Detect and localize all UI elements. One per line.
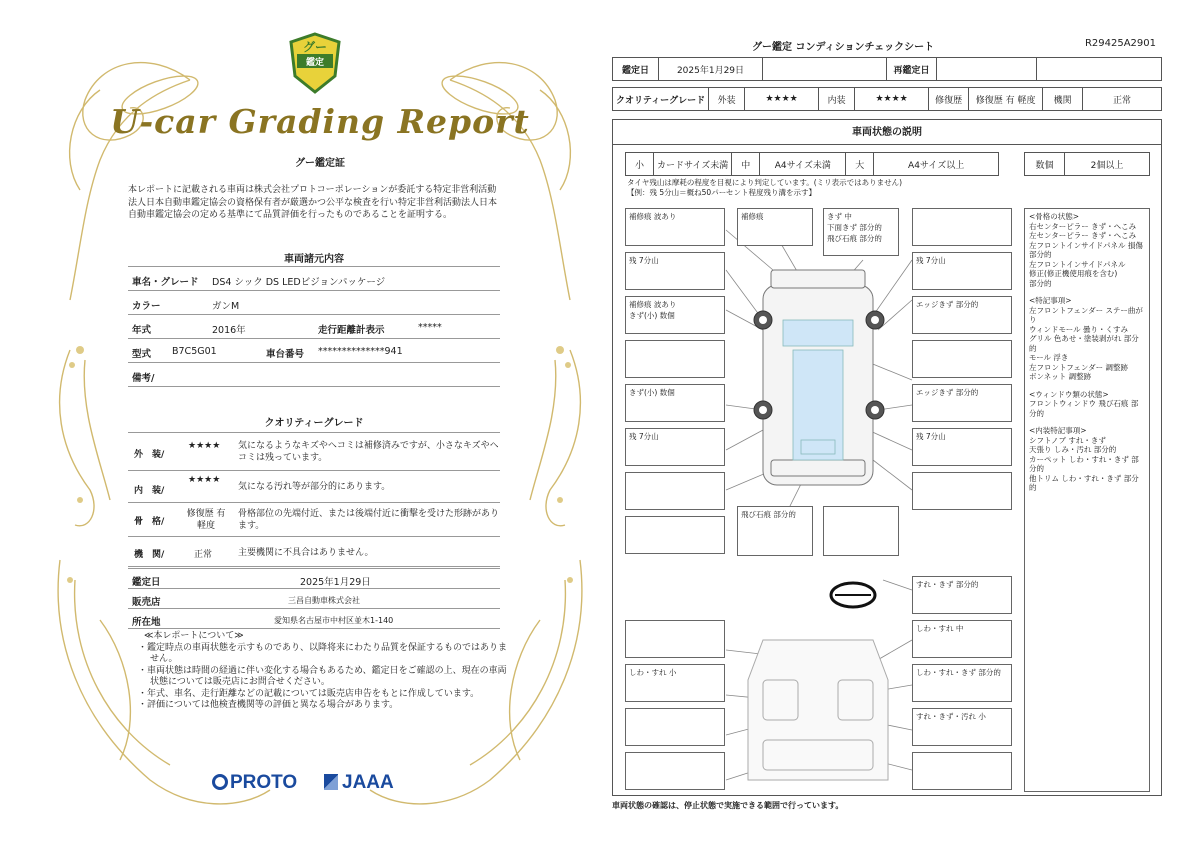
tire-note-line: タイヤ残山は摩耗の程度を目視により判定しています。(ミリ表示ではありません) (627, 178, 903, 187)
size-mid-desc: A4サイズ未満 (760, 153, 846, 176)
detail-line: 他トリム しわ・すれ・きず 部分的 (1029, 473, 1139, 492)
report-script-title: U-car Grading Report (110, 102, 530, 141)
detail-gap (1029, 288, 1145, 296)
note-box: エッジきず 部分的 (912, 384, 1012, 422)
spec-row-color (128, 291, 500, 315)
grade-row-engine (128, 537, 500, 567)
size-large: 大 (846, 153, 874, 176)
detail-gap (1029, 418, 1145, 426)
detail-line: 部分的 (1029, 278, 1052, 288)
reinspect-value (937, 58, 1037, 81)
inspection-date-row (128, 569, 500, 589)
sheet-title: グー鑑定 コンディションチェックシート (752, 42, 935, 53)
date-label: 鑑定日 (132, 577, 161, 588)
note-box: 補修痕 波あり きず(小) 数個 (625, 296, 725, 334)
note-item: ・年式、車名、走行距離などの記載については販売店申告をもとに作成しています。 (138, 688, 480, 699)
note-item: ・評価については他検査機関等の評価と異なる場合があります。 (138, 700, 399, 710)
detail-line: 右センターピラー きず・へこみ (1029, 221, 1137, 231)
reinspect-label: 再鑑定日 (887, 58, 937, 81)
proto-logo (212, 772, 297, 794)
grade-desc: 気になる汚れ等が部分的にあります。 (238, 482, 391, 492)
interior-value: ★★★★ (855, 88, 929, 111)
note-box: きず(小) 数個 (625, 384, 725, 422)
note-box (912, 208, 1012, 246)
goo-kantei-badge-icon (287, 32, 343, 96)
detail-line: 左フロントインサイドパネル (1029, 259, 1126, 269)
size-mid: 中 (732, 153, 760, 176)
inspect-date-label: 鑑定日 (613, 58, 659, 81)
date-table (612, 57, 1162, 81)
spec-row-type (128, 339, 500, 363)
exterior-label: 外装 (709, 88, 745, 111)
proto-mark-icon (212, 774, 228, 790)
color-value: ガンM (212, 301, 240, 312)
logo-area (212, 770, 412, 800)
note-box: すれ・きず・汚れ 小 (912, 708, 1012, 746)
note-box: 飛び石痕 部分的 (737, 506, 813, 556)
detail-line: グリル 色あせ・塗装剥がれ 部分的 (1029, 334, 1139, 353)
condition-check-sheet (612, 30, 1164, 820)
inspect-date-value: 2025年1月29日 (659, 58, 763, 81)
type-value: B7C5G01 (172, 346, 217, 357)
note-box (625, 472, 725, 510)
spec-row-year (128, 315, 500, 339)
proto-logo-text: PROTO (230, 772, 298, 793)
grade-label: 内 装/ (134, 486, 165, 496)
condition-frame (612, 119, 1162, 796)
interior-label: 内装 (819, 88, 855, 111)
count-legend (1024, 152, 1150, 176)
count-desc: 2個以上 (1065, 153, 1150, 176)
svg-text:鑑定: 鑑定 (305, 58, 325, 68)
condition-details-panel (1024, 208, 1150, 792)
note-box: しわ・すれ・きず 部分的 (912, 664, 1012, 702)
address-row (128, 609, 500, 629)
grade-label: 外 装/ (134, 450, 165, 460)
grade-section-title: クオリティーグレード (264, 418, 364, 429)
certificate-title: グー鑑定証 (295, 158, 345, 169)
grade-label: 機 関/ (134, 550, 165, 560)
note-box: 残 7分山 (625, 428, 725, 466)
notes-title: ≪本レポートについて≫ (144, 631, 244, 641)
address-label: 所在地 (132, 617, 161, 628)
chassis-label: 車台番号 (266, 349, 305, 360)
grade-row-frame (128, 503, 500, 537)
note-box: しわ・すれ 中 (912, 620, 1012, 658)
count-label: 数個 (1025, 153, 1065, 176)
grade-rating: 修復歴 有 軽度 (186, 509, 226, 531)
grading-report-page (40, 20, 600, 830)
grade-rating: 正常 (194, 550, 213, 560)
year-value: 2016年 (212, 325, 246, 336)
exterior-value: ★★★★ (745, 88, 819, 111)
repair-value: 修復歴 有 軽度 (969, 88, 1043, 111)
detail-line: 修正(修正機使用痕を含む) (1029, 269, 1118, 278)
tire-note-line: 【例：残 5分山＝概ね50パーセント程度残り溝を示す】 (627, 188, 817, 197)
dealer-value: 三昌自動車株式会社 (288, 596, 360, 605)
size-small: 小 (626, 153, 654, 176)
detail-line: <特記事項> (1029, 296, 1072, 305)
spec-section-title: 車両諸元内容 (284, 254, 344, 265)
note-box: きず 中 下面きず 部分的 飛び石痕 部分的 (823, 208, 899, 256)
year-label: 年式 (132, 325, 152, 336)
detail-line: 左フロントフェンダー ステー曲がり (1029, 305, 1143, 324)
note-box: 補修痕 (737, 208, 813, 246)
engine-value: 正常 (1083, 88, 1162, 111)
detail-line: カーペット しわ・すれ・きず 部分的 (1029, 454, 1139, 473)
svg-text:グー: グー (302, 40, 328, 54)
detail-line: フロントウィンドウ 飛び石痕 部分的 (1029, 399, 1139, 418)
size-small-desc: カードサイズ未満 (654, 153, 732, 176)
report-id: R29425A2901 (1084, 38, 1156, 49)
mileage-label: 走行距離計表示 (318, 325, 385, 336)
note-item: ・鑑定時点の車両状態を示すものであり、以降将来にわたり品質を保証するものではありません。 (138, 642, 508, 664)
jaaa-logo-text: JAAA (342, 772, 394, 793)
grade-rating: ★★★★ (188, 441, 221, 451)
detail-line: <内装特記事項> (1029, 426, 1087, 435)
spec-row-remarks (128, 363, 500, 387)
detail-line: <骨格の状態> (1029, 212, 1080, 221)
mileage-value: ***** (418, 322, 442, 333)
grade-desc: 気になるようなキズやヘコミは補修済みですが、小さなキズやヘコミは残っています。 (238, 441, 499, 463)
date-value: 2025年1月29日 (300, 577, 371, 588)
certificate-body: 本レポートに記載される車両は株式会社プロトコーポレーションが委託する特定非営利活動法人日本自動車鑑定協会の資格保有者が厳選かつ公平な検査を行い特定非営利活動法人日本自動車鑑定協会の定める基準にて品質評価を行ったものであることを証明する。 (128, 185, 498, 220)
note-box: しわ・すれ 小 (625, 664, 725, 702)
note-box: 残 7分山 (912, 252, 1012, 290)
size-large-desc: A4サイズ以上 (874, 153, 999, 176)
detail-gap (1029, 382, 1145, 390)
jaaa-mark-icon (324, 774, 338, 790)
quality-table (612, 87, 1162, 111)
dealer-row (128, 589, 500, 609)
color-label: カラー (132, 301, 161, 312)
detail-line: ウィンドモール 曇り・くすみ (1029, 324, 1128, 334)
blank-cell (763, 58, 887, 81)
spec-table (128, 266, 500, 387)
detail-line: シフトノブ すれ・きず (1029, 435, 1106, 445)
detail-line: 左センターピラー きず・へこみ (1029, 231, 1137, 240)
address-value: 愛知県名古屋市中村区並木1-140 (274, 616, 394, 625)
grade-row-exterior (128, 433, 500, 471)
report-notes (138, 631, 508, 712)
spec-row-model (128, 267, 500, 291)
detail-line: 左フロントフェンダー 調整跡 (1029, 362, 1128, 372)
note-box: 補修痕 波あり (625, 208, 725, 246)
chassis-value: **************941 (318, 346, 403, 357)
grade-label: 骨 格/ (134, 517, 165, 527)
note-box: すれ・きず 部分的 (912, 576, 1012, 614)
note-box: 残 7分山 (625, 252, 725, 290)
model-value: DS4 シック DS LEDビジョンパッケージ (212, 277, 386, 288)
grade-row-interior (128, 471, 500, 503)
grade-desc: 骨格部位の先端付近、または後端付近に衝撃を受けた形跡があります。 (238, 509, 500, 531)
engine-label: 機関 (1043, 88, 1083, 111)
repair-label: 修復歴 (929, 88, 969, 111)
note-box: 残 7分山 (912, 428, 1012, 466)
note-box (625, 708, 725, 746)
note-box (625, 340, 725, 378)
blank-cell (1037, 58, 1162, 81)
note-box (625, 516, 725, 554)
dealer-table (128, 568, 500, 629)
grade-table (128, 432, 500, 567)
note-box (912, 340, 1012, 378)
note-box (625, 752, 725, 790)
note-item: ・車両状態は時間の経過に伴い変化する場合もあるため、鑑定日をご確認の上、現在の車両状態については販売店にお問合せください。 (138, 665, 507, 687)
footnote: 車両状態の確認は、停止状態で実施できる範囲で行っています。 (612, 801, 844, 810)
detail-line: モール 浮き (1029, 353, 1069, 362)
detail-line: 天張り しみ・汚れ 部分的 (1029, 445, 1117, 454)
grade-desc: 主要機関に不具合はありません。 (238, 548, 374, 558)
detail-line: 左フロントインサイドパネル 損傷部分的 (1029, 240, 1143, 259)
jaaa-logo (324, 772, 394, 794)
quality-label: クオリティーグレード (613, 88, 709, 111)
note-box (912, 472, 1012, 510)
note-box (912, 752, 1012, 790)
type-label: 型式 (132, 349, 152, 360)
model-label: 車名・グレード (132, 277, 199, 288)
remarks-label: 備考/ (132, 373, 155, 384)
condition-title: 車両状態の説明 (613, 120, 1161, 145)
dealer-label: 販売店 (132, 597, 161, 608)
grade-rating: ★★★★ (188, 475, 221, 485)
note-box (625, 620, 725, 658)
note-box (823, 506, 899, 556)
note-box: エッジきず 部分的 (912, 296, 1012, 334)
detail-line: ボンネット 調整跡 (1029, 372, 1092, 381)
detail-line: <ウィンドウ類の状態> (1029, 389, 1109, 399)
